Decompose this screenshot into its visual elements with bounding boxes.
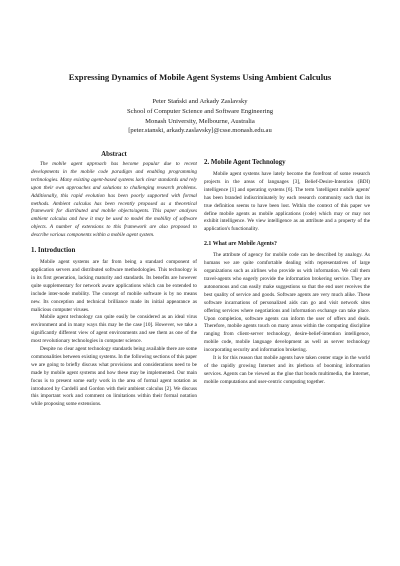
section-1-paragraph: Mobile agent technology can quite easily be considered as an ideal virus environment and in many ways this may be the case [10]. However, we take a significantly different view of agent environments and see them as one of the most revolutionary technologies in computer science.	[31, 314, 197, 345]
section-2-paragraph: Mobile agent systems have lately become the forefront of some research projects in the areas of languages [3], Belief-Desire-Intention (BDI) intelligence [1] and operating systems [6]. The term 'intelligent mobile agents' has been branded indiscriminately by each research community such that its true definition seems to have been lost. Within the context of this paper we define mobile agents as mobile applications (code) which may or may not exhibit intelligence. We view intelligence as an attribute and a property of the application's functionality.	[204, 171, 370, 233]
section-2-1-heading: 2.1 What are Mobile Agents?	[204, 241, 277, 248]
right-column	[204, 158, 370, 387]
section-1-heading: 1. Introduction	[31, 247, 76, 255]
author-email: [peter.stanski, arkady.zaslavsky]@csse.monash.edu.au	[128, 127, 272, 135]
paper-title: Expressing Dynamics of Mobile Agent Systems Using Ambient Calculus	[68, 72, 332, 82]
section-2-1-paragraph: It is for this reason that mobile agents have taken center stage in the world of the rapidly growing Internet and its plethora of booming information services. Agents can be viewed as the glue that bonds multimedia, the Internet, mobile computations and user-centric computing together.	[204, 355, 370, 385]
author-block	[60, 97, 340, 136]
abstract-heading: Abstract	[101, 151, 127, 158]
left-column	[31, 150, 197, 409]
author-names: Peter Stański and Arkady Zaslavsky	[152, 98, 248, 105]
section-2-heading: 2. Mobile Agent Technology	[204, 159, 286, 166]
author-affiliation: School of Computer Science and Software Engineering	[126, 107, 274, 115]
section-1-paragraph: Mobile agent systems are far from being a standard component of application servers and distributed software methodologies. This technology is in its first generation, lacking maturity and standards. Its benefits are however quite supplementary for network aware applications which can be extended to include inter-node mobility. The concept of mobile software is by no means new. Its conception and technical brilliance made its initial appearance as malicious computer viruses.	[31, 259, 197, 313]
section-2-1-paragraph: The attribute of agency for mobile code can be described by analogy. As humans we are quite comfortable dealing with representatives of large organizations such as airlines who provide us with information. We call them travel-agents who eagerly provide the information brokering service. They are autonomous and can easily make suggestions so that the end user receives the best quality of service and goods. Software agents are very much alike. These software incarnations of personalized aids can go and visit network sites offering services where negotiations and information exchange can take place. Upon completion, software agents can inform the user of offers and deals. Therefore, mobile agents touch on many areas within the computing discipline ranging from client-server technology, desire-belief-intention intelligence, mobile code, mobile language development as well as server technology incorporating security and information brokering.	[204, 252, 370, 354]
section-1-paragraph: Despite no clear agent technology standards being available there are some commonalities between existing systems. In the following sections of this paper we are going to briefly discuss what provisions and considerations need to be made by mobile agent systems and how these may be implemented. Our main focus is to present some early work in the area of formal agent notation as introduced by Cardelli and Gordon with their ambient calculus [2]. We discuss this important work and comment on limitations within their formal notation while proposing some extensions.	[31, 346, 197, 408]
author-institution: Monash University, Melbourne, Australia	[145, 117, 255, 125]
abstract-text: The mobile agent approach has become popular due to recent developments in the mobile code paradigm and enabling programming technologies. Many existing agent-based systems lack clear standards and rely upon their own approaches and solutions to challenging research problems. Additionally, this rapid evolution has been poorly supported with formal methods. Ambient calculus has been recently proposed as a theoretical framework for distributed and mobile objects/agents. This paper analyses ambient calculus and how it may be used to model the mobility of software objects. A number of extensions to this framework are also proposed to describe various components within a mobile agent system.	[31, 161, 197, 239]
